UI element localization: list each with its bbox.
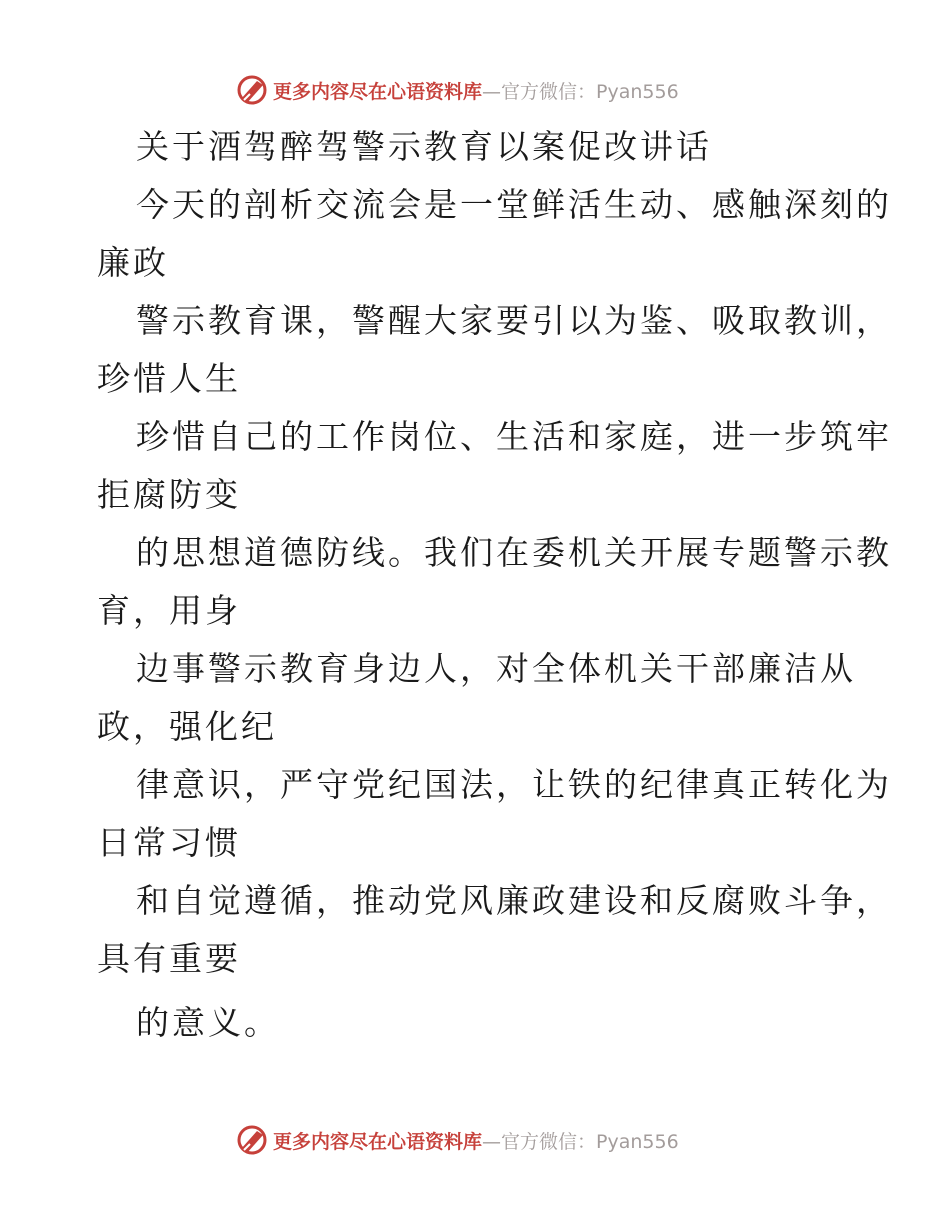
- paragraph-line: 拒腐防变: [97, 475, 241, 514]
- footer-banner-text: [273, 1127, 679, 1154]
- paragraph-line: 警示教育课，警醒大家要引以为鉴、吸取教训，: [136, 301, 892, 340]
- paragraph-line: 育，用身: [97, 591, 241, 630]
- paragraph-line: 边事警示教育身边人，对全体机关干部廉洁从: [136, 649, 856, 688]
- pen-nib-logo-icon: [235, 1123, 269, 1157]
- header-brand-red: 更多内容尽在心语资料库: [273, 80, 483, 103]
- footer-banner: [235, 1120, 679, 1160]
- header-brand-grey: —官方微信：Pyan556: [482, 80, 679, 103]
- footer-brand-grey: —官方微信：Pyan556: [482, 1130, 679, 1153]
- paragraph-line: 律意识，严守党纪国法，让铁的纪律真正转化为: [136, 765, 892, 804]
- header-banner-text: [273, 77, 679, 104]
- paragraph-line: 珍惜自己的工作岗位、生活和家庭，进一步筑牢: [136, 417, 892, 456]
- paragraph-line: 的意义。: [136, 1003, 280, 1042]
- paragraph-line: 具有重要: [97, 939, 241, 978]
- paragraph-line: 和自觉遵循，推动党风廉政建设和反腐败斗争，: [136, 881, 892, 920]
- paragraph-line: 的思想道德防线。我们在委机关开展专题警示教: [136, 533, 892, 572]
- pen-nib-logo-icon: [235, 73, 269, 107]
- paragraph-line: 今天的剖析交流会是一堂鲜活生动、感触深刻的: [136, 185, 892, 224]
- document-title: 关于酒驾醉驾警示教育以案促改讲话: [136, 127, 712, 166]
- paragraph-line: 日常习惯: [97, 823, 241, 862]
- paragraph-line: 廉政: [97, 243, 169, 282]
- footer-brand-red: 更多内容尽在心语资料库: [273, 1130, 483, 1153]
- paragraph-line: 珍惜人生: [97, 359, 241, 398]
- header-banner: [235, 70, 679, 110]
- paragraph-line: 政，强化纪: [97, 707, 277, 746]
